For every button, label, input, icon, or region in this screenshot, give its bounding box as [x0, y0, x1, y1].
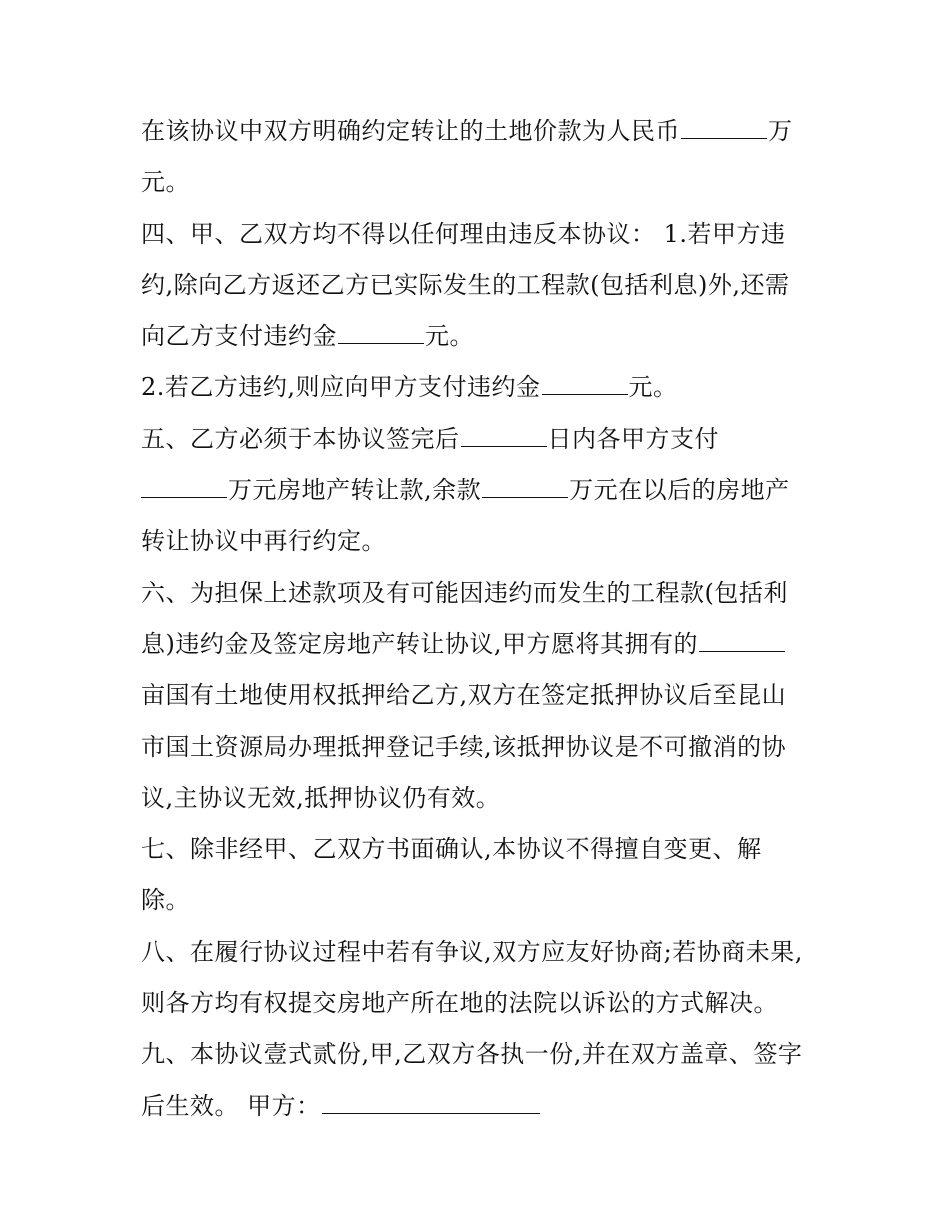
text-line-11	[141, 619, 811, 670]
clause-7-heading: 七、除非经甲、乙双方书面确认,本协议不得擅自变更、解	[141, 835, 762, 864]
text-line-8	[141, 465, 811, 516]
land-area-blank	[699, 627, 785, 652]
line-12-text: 亩国有土地使用权抵押给乙方,双方在签定抵押协议后至昆山	[141, 681, 787, 710]
text-line-1	[141, 106, 811, 157]
line-18-text: 则各方均有权提交房地产所在地的法院以诉讼的方式解决。	[141, 989, 778, 1018]
text-line-3	[141, 209, 811, 260]
line-1-text: 在该协议中双方明确约定转让的土地价款为人民币	[141, 117, 680, 145]
line-11-text: 息)违约金及签定房地产转让协议,甲方愿将其拥有的	[141, 629, 698, 658]
line-2-text: 元。	[141, 168, 190, 197]
text-line-5	[141, 311, 811, 362]
line-16-text: 除。	[141, 886, 190, 915]
clause-9-heading: 九、本协议壹式贰份,甲,乙双方各执一份,并在双方盖章、签字	[141, 1040, 803, 1069]
text-line-4	[141, 260, 811, 311]
clause-6-heading: 六、为担保上述款项及有可能因违约而发生的工程款(包括利	[141, 578, 788, 607]
line-1-unit: 万	[768, 117, 793, 145]
penalty-b-blank	[542, 370, 628, 395]
party-a-signature-blank	[322, 1089, 540, 1114]
text-line-10	[141, 568, 811, 619]
line-8-mid: 万元房地产转让款,余款	[228, 476, 482, 505]
line-8-tail: 万元在以后的房地产	[569, 476, 790, 505]
text-line-15	[141, 824, 811, 875]
line-9-text: 转让协议中再行约定。	[141, 527, 386, 556]
text-line-12	[141, 670, 811, 721]
text-line-18	[141, 978, 811, 1029]
clause-4-heading: 四、甲、乙双方均不得以任何理由违反本协议： 1.若甲方违	[141, 219, 786, 248]
text-line-6	[141, 362, 811, 413]
balance-blank	[482, 473, 568, 498]
line-4-text: 约,除向乙方返还乙方已实际发生的工程款(包括利息)外,还需	[141, 270, 790, 299]
line-7-tail: 日内各甲方支付	[547, 424, 719, 453]
text-line-9	[141, 516, 811, 567]
text-line-14	[141, 773, 811, 824]
text-line-20	[141, 1081, 811, 1132]
clause-5-heading: 五、乙方必须于本协议签完后	[141, 424, 460, 453]
text-line-16	[141, 875, 811, 926]
line-6-unit: 元。	[628, 373, 678, 402]
line-14-text: 议,主协议无效,抵押协议仍有效。	[141, 783, 501, 812]
text-line-2	[141, 157, 811, 208]
line-5-text: 向乙方支付违约金	[141, 322, 337, 351]
penalty-a-blank	[338, 319, 424, 344]
text-line-19	[141, 1029, 811, 1080]
price-blank	[681, 114, 767, 139]
clause-8-heading: 八、在履行协议过程中若有争议,双方应友好协商;若协商未果,	[141, 937, 803, 966]
agreement-text	[141, 106, 811, 1132]
line-5-unit: 元。	[425, 322, 474, 351]
text-line-13	[141, 722, 811, 773]
line-13-text: 市国土资源局办理抵押登记手续,该抵押协议是不可撤消的协	[141, 732, 787, 761]
line-6-text: 2.若乙方违约,则应向甲方支付违约金	[141, 373, 541, 402]
days-blank	[461, 422, 547, 447]
text-line-7	[141, 414, 811, 465]
payment-blank	[141, 473, 227, 498]
text-line-17	[141, 927, 811, 978]
party-a-label: 后生效。 甲方：	[141, 1091, 321, 1120]
